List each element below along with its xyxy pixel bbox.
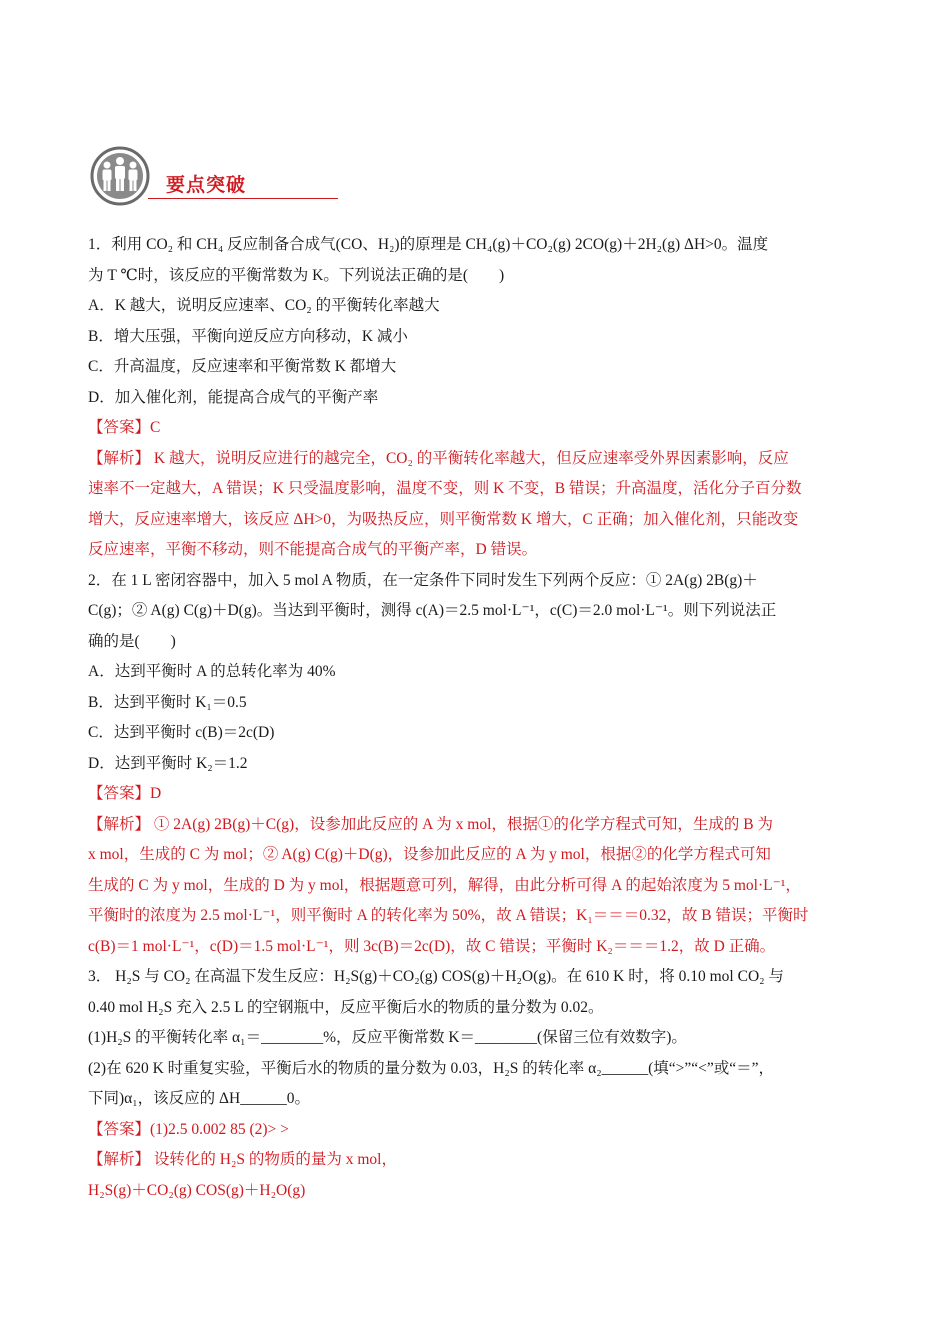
text-line: 速率不一定越大，A 错误；K 只受温度影响，温度不变，则 K 不变，B 错误；升高温度，活化分子百分数 <box>88 480 802 497</box>
text-line: A．K 越大，说明反应速率、CO₂ 的平衡转化率越大 <box>88 297 440 314</box>
text-line: 【答案】C <box>88 419 161 436</box>
text-line: (2)在 620 K 时重复实验，平衡后水的物质的量分数为 0.03，H₂S 的转化率 α₂______(填“>”“<”或“＝”， <box>88 1059 775 1077</box>
text-line: 1．利用 CO₂ 和 CH₄ 反应制备合成气(CO、H₂)的原理是 CH₄(g)＋CO₂(g) 2CO(g)＋2H₂(g) ΔH>0。温度 <box>88 236 769 253</box>
text-line: 【答案】D <box>88 785 162 802</box>
text-line: 生成的 C 为 y mol，生成的 D 为 y mol，根据题意可列，解得，由此分析可得 A 的起始浓度为 5 mol·L⁻¹， <box>88 876 801 894</box>
text-line: 【解析】 K 越大，说明反应进行的越完全，CO₂ 的平衡转化率越大，但反应速率受外界因素影响，反应 <box>88 449 789 467</box>
text-line: 确的是( ) <box>88 632 176 650</box>
text-line: x mol，生成的 C 为 mol；② A(g) C(g)＋D(g)，设参加此反应的 A 为 y mol，根据②的化学方程式可知 <box>88 846 771 863</box>
text-line: B．增大压强，平衡向逆反应方向移动，K 减小 <box>88 327 408 345</box>
text-line: C．达到平衡时 c(B)＝2c(D) <box>88 724 275 741</box>
section-header <box>88 146 348 208</box>
text-line: D．达到平衡时 K₂＝1.2 <box>88 754 248 772</box>
document-body <box>88 230 864 1206</box>
text-line: 【解析】 ① 2A(g) 2B(g)＋C(g)，设参加此反应的 A 为 x mol，根据①的化学方程式可知，生成的 B 为 <box>88 815 774 833</box>
text-line: 【解析】 设转化的 H₂S 的物质的量为 x mol， <box>88 1151 397 1168</box>
text-line: 2．在 1 L 密闭容器中，加入 5 mol A 物质，在一定条件下同时发生下列两个反应：① 2A(g) 2B(g)＋ <box>88 571 758 589</box>
text-line: 【答案】(1)2.5 0.002 85 (2)> > <box>88 1120 289 1138</box>
text-line: 平衡时的浓度为 2.5 mol·L⁻¹，则平衡时 A 的转化率为 50%，故 A 错误；K₁＝＝＝0.32，故 B 错误；平衡时 <box>88 907 809 924</box>
text-line: A．达到平衡时 A 的总转化率为 40% <box>88 663 336 680</box>
section-title-underline <box>148 198 338 199</box>
section-title: 要点突破 <box>166 174 247 196</box>
text-line: c(B)＝1 mol·L⁻¹，c(D)＝1.5 mol·L⁻¹，则 3c(B)＝2c(D)，故 C 错误；平衡时 K₂＝＝＝1.2，故 D 正确。 <box>88 937 776 955</box>
text-line: B．达到平衡时 K₁＝0.5 <box>88 693 247 711</box>
text-line: C．升高温度，反应速率和平衡常数 K 都增大 <box>88 358 397 375</box>
text-line: C(g)；② A(g) C(g)＋D(g)。当达到平衡时，测得 c(A)＝2.5 mol·L⁻¹，c(C)＝2.0 mol·L⁻¹。则下列说法正 <box>88 602 777 619</box>
text-line: 下同)α₁，该反应的 ΔH______0。 <box>88 1090 310 1107</box>
text-line: D．加入催化剂，能提高合成气的平衡产率 <box>88 388 379 406</box>
text-line: 反应速率，平衡不移动，则不能提高合成气的平衡产率，D 错误。 <box>88 541 538 558</box>
text-line: 增大，反应速率增大，该反应 ΔH>0，为吸热反应，则平衡常数 K 增大，C 正确；加入催化剂，只能改变 <box>88 510 799 528</box>
text-line: (1)H₂S 的平衡转化率 α₁＝________%，反应平衡常数 K＝________(保留三位有效数字)。 <box>88 1029 687 1046</box>
text-line: 0.40 mol H₂S 充入 2.5 L 的空钢瓶中，反应平衡后水的物质的量分数为 0.02。 <box>88 998 604 1016</box>
text-line: H₂S(g)＋CO₂(g) COS(g)＋H₂O(g) <box>88 1181 306 1199</box>
text-line: 为 T ℃时，该反应的平衡常数为 K。下列说法正确的是( ) <box>88 266 505 284</box>
text-line: 3． H₂S 与 CO₂ 在高温下发生反应：H₂S(g)＋CO₂(g) COS(g)＋H₂O(g)。在 610 K 时，将 0.10 mol CO₂ 与 <box>88 968 784 985</box>
people-group-icon <box>88 146 152 206</box>
